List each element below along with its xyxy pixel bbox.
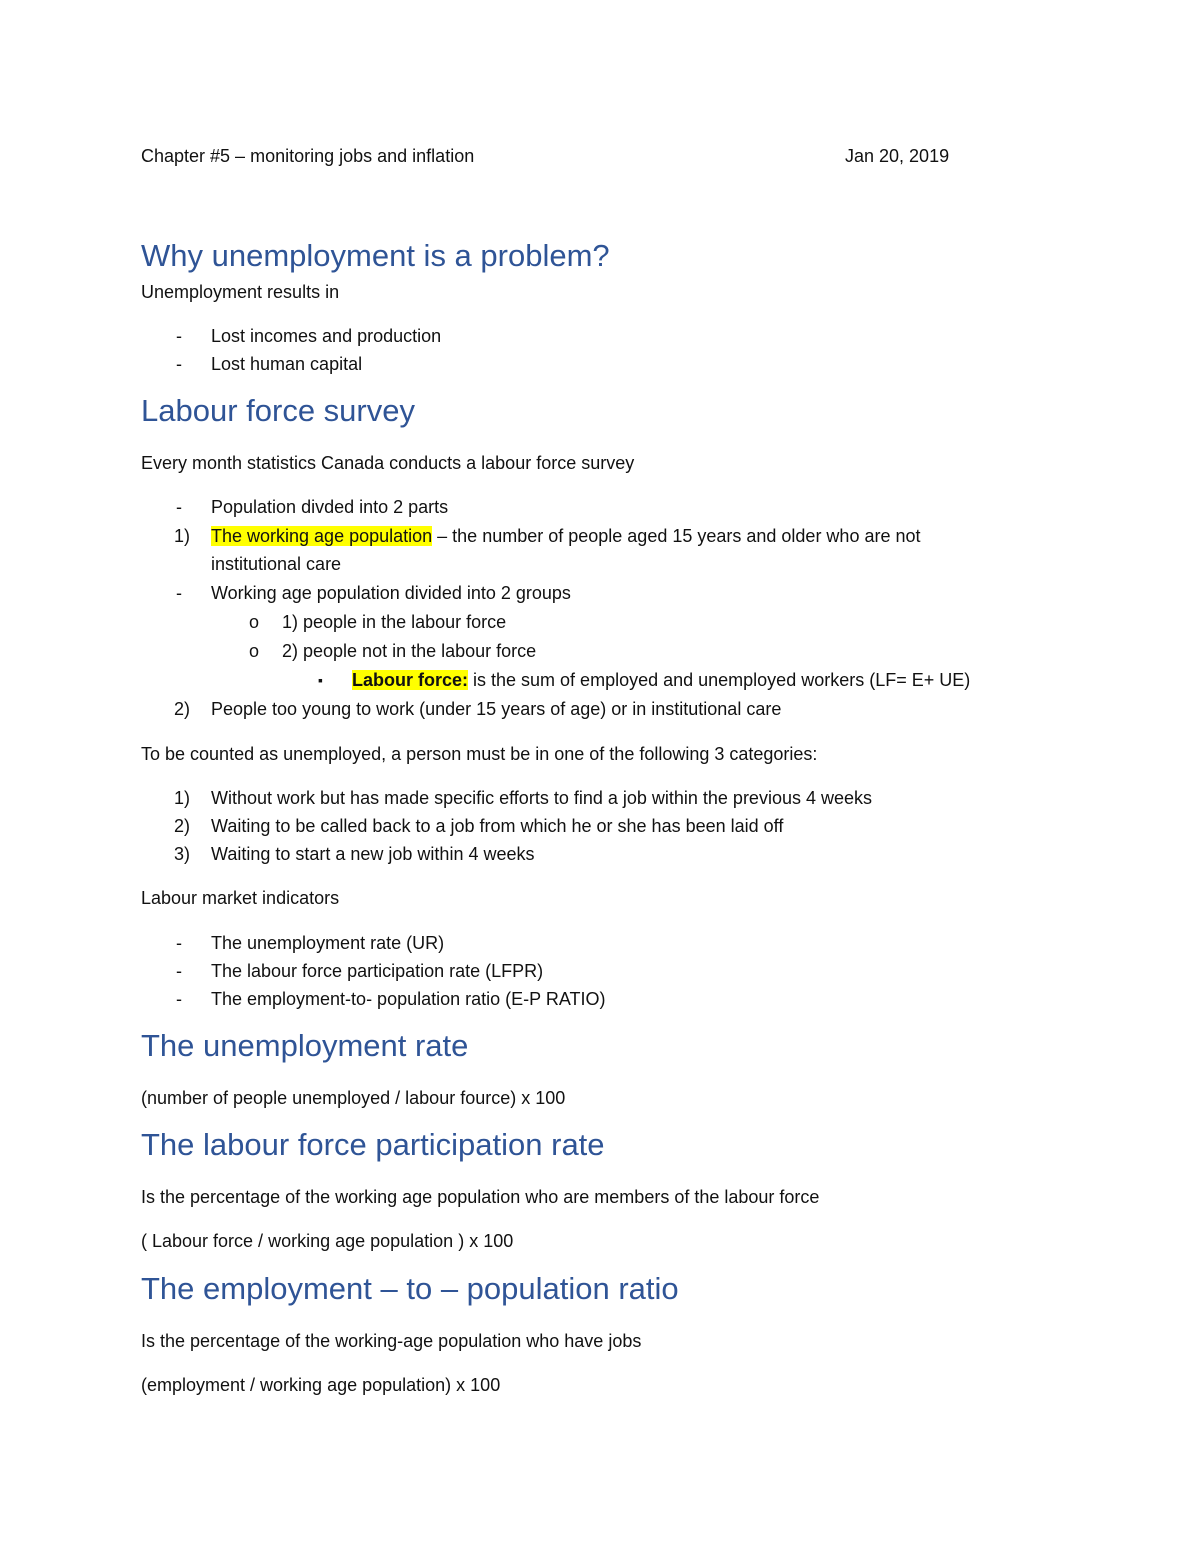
list-number-marker: 2) [174,816,191,836]
list-circle-marker: o [249,641,260,661]
formula-employment-population-ratio: (employment / working age population) x 100 [141,1375,501,1395]
chapter-title: Chapter #5 – monitoring jobs and inflation [141,146,475,166]
list-item: The unemployment rate (UR) [211,933,445,953]
list-number-marker: 3) [174,844,191,864]
list-number-marker: 1) [174,526,191,546]
highlighted-term: The working age population [211,526,433,546]
list-dash-marker: - [176,933,182,953]
list-number-marker: 2) [174,699,191,719]
definition-participation-rate: Is the percentage of the working age population who are members of the labour force [141,1187,820,1207]
list-item: Without work but has made specific efforts to find a job within the previous 4 weeks [211,788,872,808]
list-item: People too young to work (under 15 years of age) or in institutional care [211,699,782,719]
list-item: The employment-to- population ratio (E-P RATIO) [211,989,606,1009]
list-dash-marker: - [176,354,182,374]
list-item-continuation: institutional care [211,554,342,574]
paragraph-survey-intro: Every month statistics Canada conducts a labour force survey [141,453,635,473]
highlighted-term: Labour force: [352,670,469,690]
formula-participation-rate: ( Labour force / working age population ) x 100 [141,1231,514,1251]
sub-sub-list-item [352,668,970,692]
definition-text: – the number of people aged 15 years and older who are not [432,526,921,546]
heading-unemployment-rate: The unemployment rate [141,1028,469,1063]
list-item-working-age [211,524,921,548]
document-date: Jan 20, 2019 [845,146,950,166]
list-item: Working age population divided into 2 groups [211,583,571,603]
sub-list-item: 2) people not in the labour force [282,641,537,661]
definition-employment-population-ratio: Is the percentage of the working-age population who have jobs [141,1331,642,1351]
paragraph-indicators-intro: Labour market indicators [141,888,340,908]
heading-labour-force-survey: Labour force survey [141,393,415,428]
sub-list-item: 1) people in the labour force [282,612,507,632]
list-item: Waiting to start a new job within 4 weeks [211,844,535,864]
list-item: Population divded into 2 parts [211,497,449,517]
list-item: Waiting to be called back to a job from which he or she has been laid off [211,816,784,836]
heading-why-unemployment: Why unemployment is a problem? [141,238,610,273]
list-dash-marker: - [176,989,182,1009]
list-item: Lost human capital [211,354,363,374]
list-dash-marker: - [176,326,182,346]
list-item: The labour force participation rate (LFPR) [211,961,544,981]
heading-employment-population-ratio: The employment – to – population ratio [141,1271,679,1306]
list-dash-marker: - [176,583,182,603]
list-circle-marker: o [249,612,260,632]
paragraph-unemployed-intro: To be counted as unemployed, a person must be in one of the following 3 categories: [141,744,818,764]
heading-participation-rate: The labour force participation rate [141,1127,605,1162]
list-dash-marker: - [176,961,182,981]
list-dash-marker: - [176,497,182,517]
list-square-marker: ▪ [318,672,323,688]
list-item: Lost incomes and production [211,326,442,346]
paragraph-unemployment-results: Unemployment results in [141,282,340,302]
list-number-marker: 1) [174,788,191,808]
formula-unemployment-rate: (number of people unemployed / labour fource) x 100 [141,1088,566,1108]
definition-text: is the sum of employed and unemployed workers (LF= E+ UE) [468,670,971,690]
